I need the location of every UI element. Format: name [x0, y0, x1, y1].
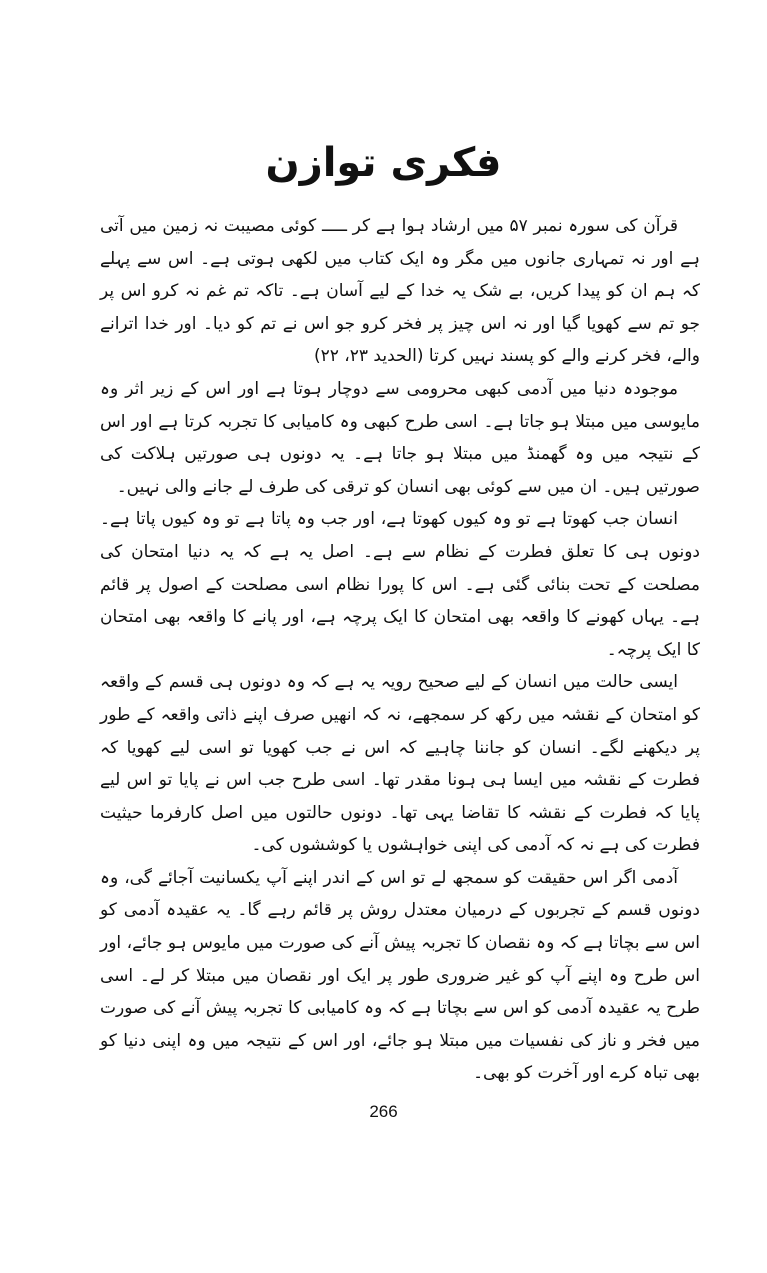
paragraph-2: موجودہ دنیا میں آدمی کبھی محرومی سے دوچار ہوتا ہے اور اس کے زیر اثر وہ مایوسی میں مبتلا ہو جاتا ہے۔ اسی طرح کبھی وہ کامیابی کا تجربہ کرتا ہے اور اس کے نتیجہ میں وہ گھمنڈ میں مبتلا ہو جاتا ہے۔ یہ دونوں ہی صورتیں ہلاکت کی صورتیں ہیں۔ ان میں سے کوئی بھی انسان کو ترقی کی طرف لے جانے والی نہیں۔: [100, 378, 700, 497]
paragraph-5: آدمی اگر اس حقیقت کو سمجھ لے تو اس کے اندر اپنے آپ یکسانیت آجائے گی، وہ دونوں قسم کے تجربوں کے درمیان معتدل روش پر قائم رہے گا۔ یہ عقیدہ آدمی کو اس سے بچاتا ہے کہ وہ نقصان کا تجربہ پیش آنے کی صورت میں مایوس ہو جائے، اور اس طرح وہ اپنے آپ کو غیر ضروری طور پر ایک اور نقصان میں مبتلا کر لے۔ اسی طرح یہ عقیدہ آدمی کو اس سے بچاتا ہے کہ وہ کامیابی کا تجربہ پیش آنے کی صورت میں فخر و ناز کی نفسیات میں مبتلا ہو جائے، اور اس کے نتیجہ میں وہ اپنی دنیا کو بھی تباہ کرے اور آخرت کو بھی۔: [100, 867, 700, 1084]
page-number: 266: [369, 1102, 398, 1121]
paragraph-3: انسان جب کھوتا ہے تو وہ کیوں کھوتا ہے، اور جب وہ پاتا ہے تو وہ کیوں پاتا ہے۔ دونوں ہی کا تعلق فطرت کے نظام سے ہے۔ اصل یہ ہے کہ یہ دنیا امتحان کی مصلحت کے تحت بنائی گئی ہے۔ اس کا پورا نظام اسی مصلحت کے اصول پر قائم ہے۔ یہاں کھونے کا واقعہ بھی امتحان کا ایک پرچہ ہے، اور پانے کا واقعہ بھی امتحان کا ایک پرچہ۔: [100, 509, 700, 660]
paragraph-1: قرآن کی سورہ نمبر ۵۷ میں ارشاد ہوا ہے کر ـــــ کوئی مصیبت نہ زمین میں آتی ہے اور نہ تمہاری جانوں میں مگر وہ ایک کتاب میں لکھی ہوتی ہے۔ اس سے پہلے کہ ہم ان کو پیدا کریں، بے شک یہ خدا کے لیے آسان ہے۔ تاکہ تم غم نہ کرو اس پر جو تم سے کھویا گیا اور نہ اس چیز پر فخر کرو جو اس نے تم کو دیا۔ اور خدا اترانے والے، فخر کرنے والے کو پسند نہیں کرتا (الحدید ۲۳، ۲۲): [100, 216, 700, 367]
paragraph-4: ایسی حالت میں انسان کے لیے صحیح رویہ یہ ہے کہ وہ دونوں ہی قسم کے واقعہ کو امتحان کے نقشہ میں رکھ کر سمجھے، نہ کہ انھیں صرف اپنے ذاتی واقعہ کے طور پر دیکھنے لگے۔ انسان کو جاننا چاہیے کہ اس نے جب کھویا تو اسی لیے کھویا کہ فطرت کے نقشہ میں ایسا ہی ہونا مقدر تھا۔ اسی طرح جب اس نے پایا تو اس لیے پایا کہ فطرت کے نقشہ کا تقاضا یہی تھا۔ دونوں حالتوں میں اصل کارفرما حیثیت فطرت کی ہے نہ کہ آدمی کی اپنی خواہشوں یا کوششوں کی۔: [100, 672, 700, 856]
page-title: فکری توازن: [265, 140, 502, 186]
page-body: [100, 210, 700, 1090]
